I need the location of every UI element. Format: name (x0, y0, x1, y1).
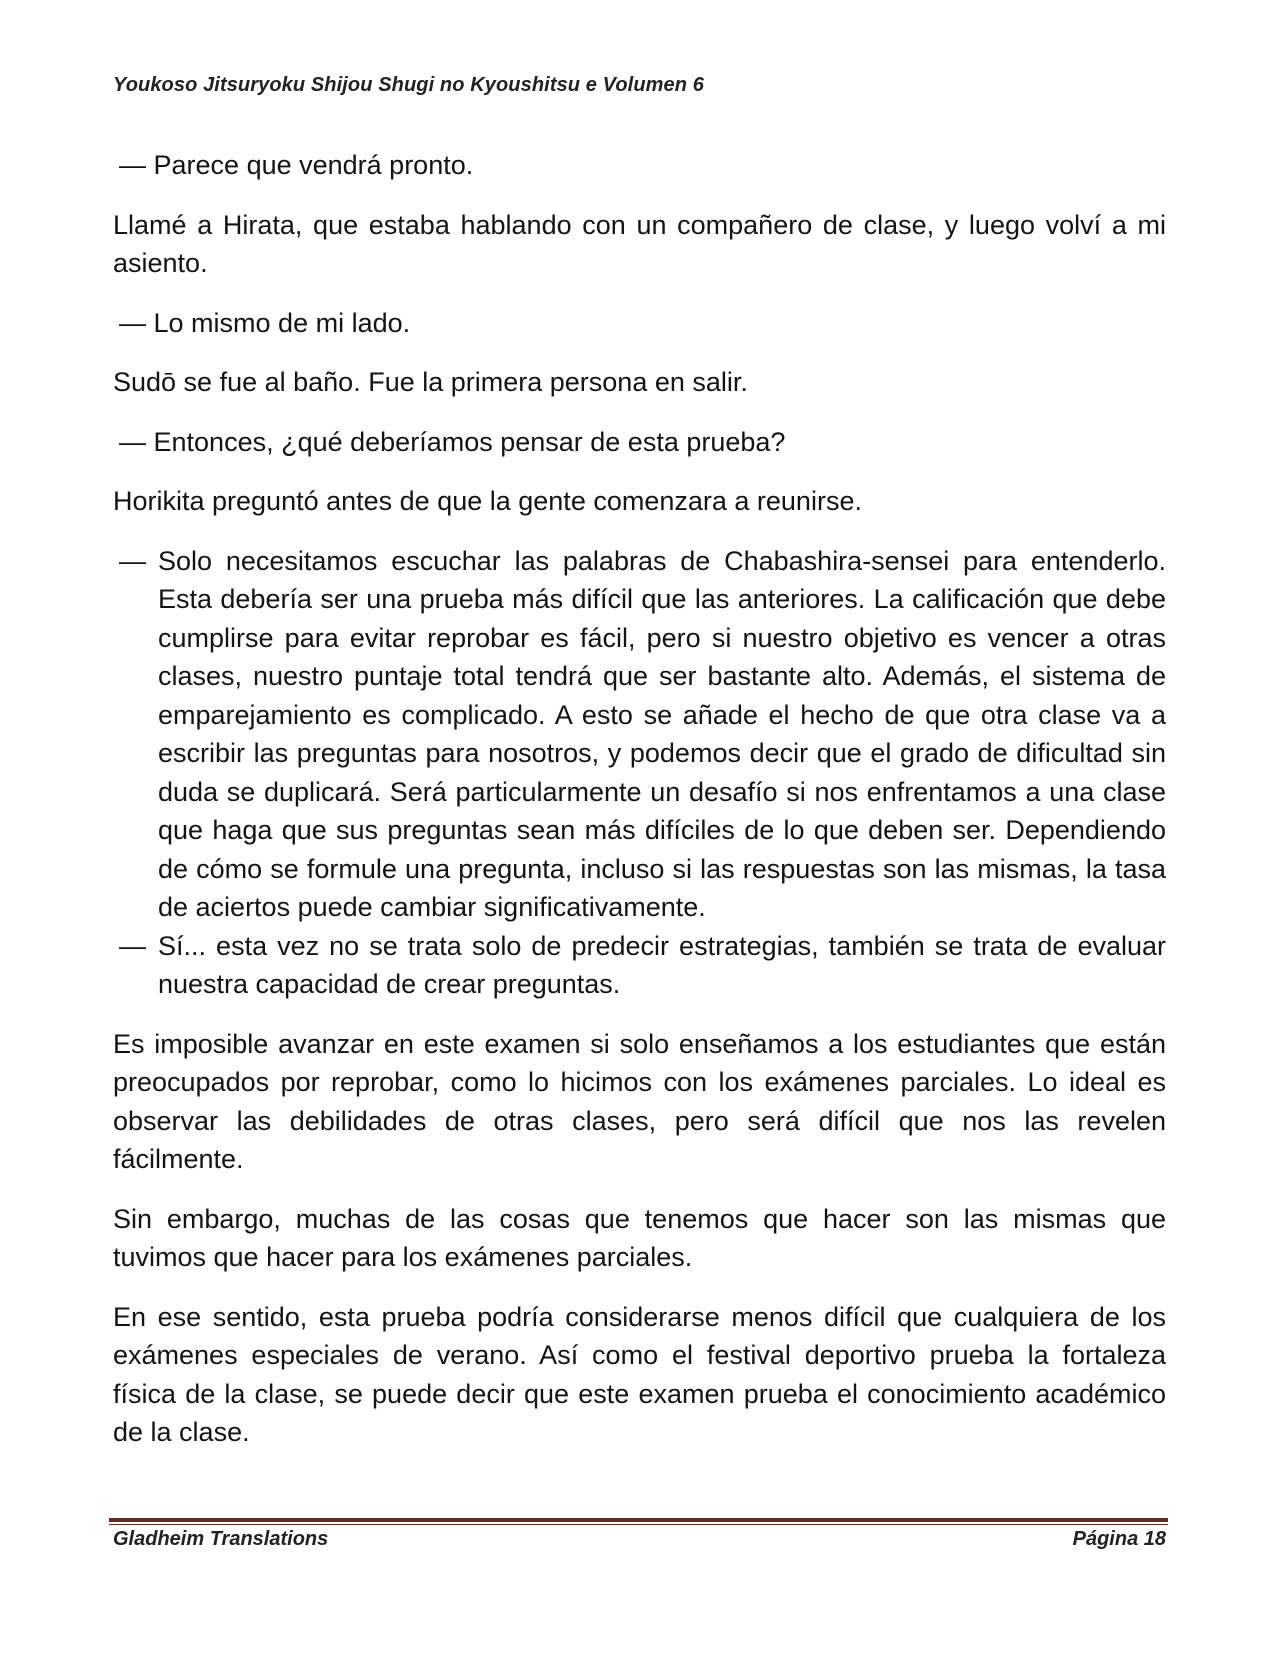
page-header-title: Youkoso Jitsuryoku Shijou Shugi no Kyoushitsu e Volumen 6 (113, 74, 704, 96)
dialogue-line (119, 423, 1166, 462)
dialogue-dash: — (119, 307, 146, 338)
dialogue-dash: — (119, 150, 146, 180)
narration-paragraph: Es imposible avanzar en este examen si solo enseñamos a los estudiantes que están preocupados por reprobar, como lo hicimos con los exámenes parciales. Lo ideal es observar las debilidades de otras clases, pero será difícil que nos las revelen fácilmente. (113, 1028, 1166, 1174)
dialogue-block (113, 542, 1166, 1004)
dialogue-line (113, 927, 1166, 1004)
narration-paragraph: En ese sentido, esta prueba podría considerarse menos difícil que cualquiera de los exámenes especiales de verano. Así como el festival deportivo prueba la fortaleza física de la clase, se puede decir que este examen prueba el conocimiento académico de la clase. (113, 1301, 1166, 1447)
dialogue-dash: — (119, 426, 146, 457)
dialogue-line (113, 542, 1166, 927)
dialogue-text: Sí... esta vez no se trata solo de predecir estrategias, también se trata de evaluar nuestra capacidad de crear preguntas. (158, 930, 1166, 999)
narration-paragraph: Llamé a Hirata, que estaba hablando con un compañero de clase, y luego volví a mi asiento. (113, 209, 1166, 278)
dialogue-dash: — (119, 545, 146, 576)
dialogue-line (119, 304, 1166, 343)
dialogue-text: Solo necesitamos escuchar las palabras de Chabashira-sensei para entenderlo. Esta debería ser una prueba más difícil que las anteriores. La calificación que debe cumplirse para evitar reprobar es fácil, pero si nuestro objetivo es vencer a otras clases, nuestro puntaje total tendrá que ser bastante alto. Además, el sistema de emparejamiento es complicado. A esto se añade el hecho de que otra clase va a escribir las preguntas para nosotros, y podemos decir que el grado de dificultad sin duda se duplicará. Será particularmente un desafío si nos enfrentamos a una clase que haga que sus preguntas sean más difíciles de lo que deben ser. Dependiendo de cómo se formule una pregunta, incluso si las respuestas son las mismas, la tasa de aciertos puede cambiar significativamente. (158, 545, 1166, 922)
footer-divider (109, 1518, 1168, 1522)
dialogue-dash: — (119, 930, 146, 961)
narration-paragraph: Horikita preguntó antes de que la gente comenzara a reunirse. (113, 486, 862, 516)
footer-publisher: Gladheim Translations (113, 1528, 329, 1550)
dialogue-text: Parece que vendrá pronto. (153, 150, 474, 180)
dialogue-text: Lo mismo de mi lado. (153, 307, 411, 338)
footer-divider-thin (109, 1524, 1168, 1525)
narration-paragraph: Sin embargo, muchas de las cosas que tenemos que hacer son las mismas que tuvimos que hacer para los exámenes parciales. (113, 1203, 1166, 1272)
document-body (113, 146, 1166, 1473)
dialogue-text: Entonces, ¿qué deberíamos pensar de esta prueba? (153, 426, 786, 457)
narration-paragraph: Sudō se fue al baño. Fue la primera persona en salir. (113, 367, 748, 397)
page-number: Página 18 (1072, 1528, 1166, 1550)
dialogue-line (119, 146, 1166, 185)
